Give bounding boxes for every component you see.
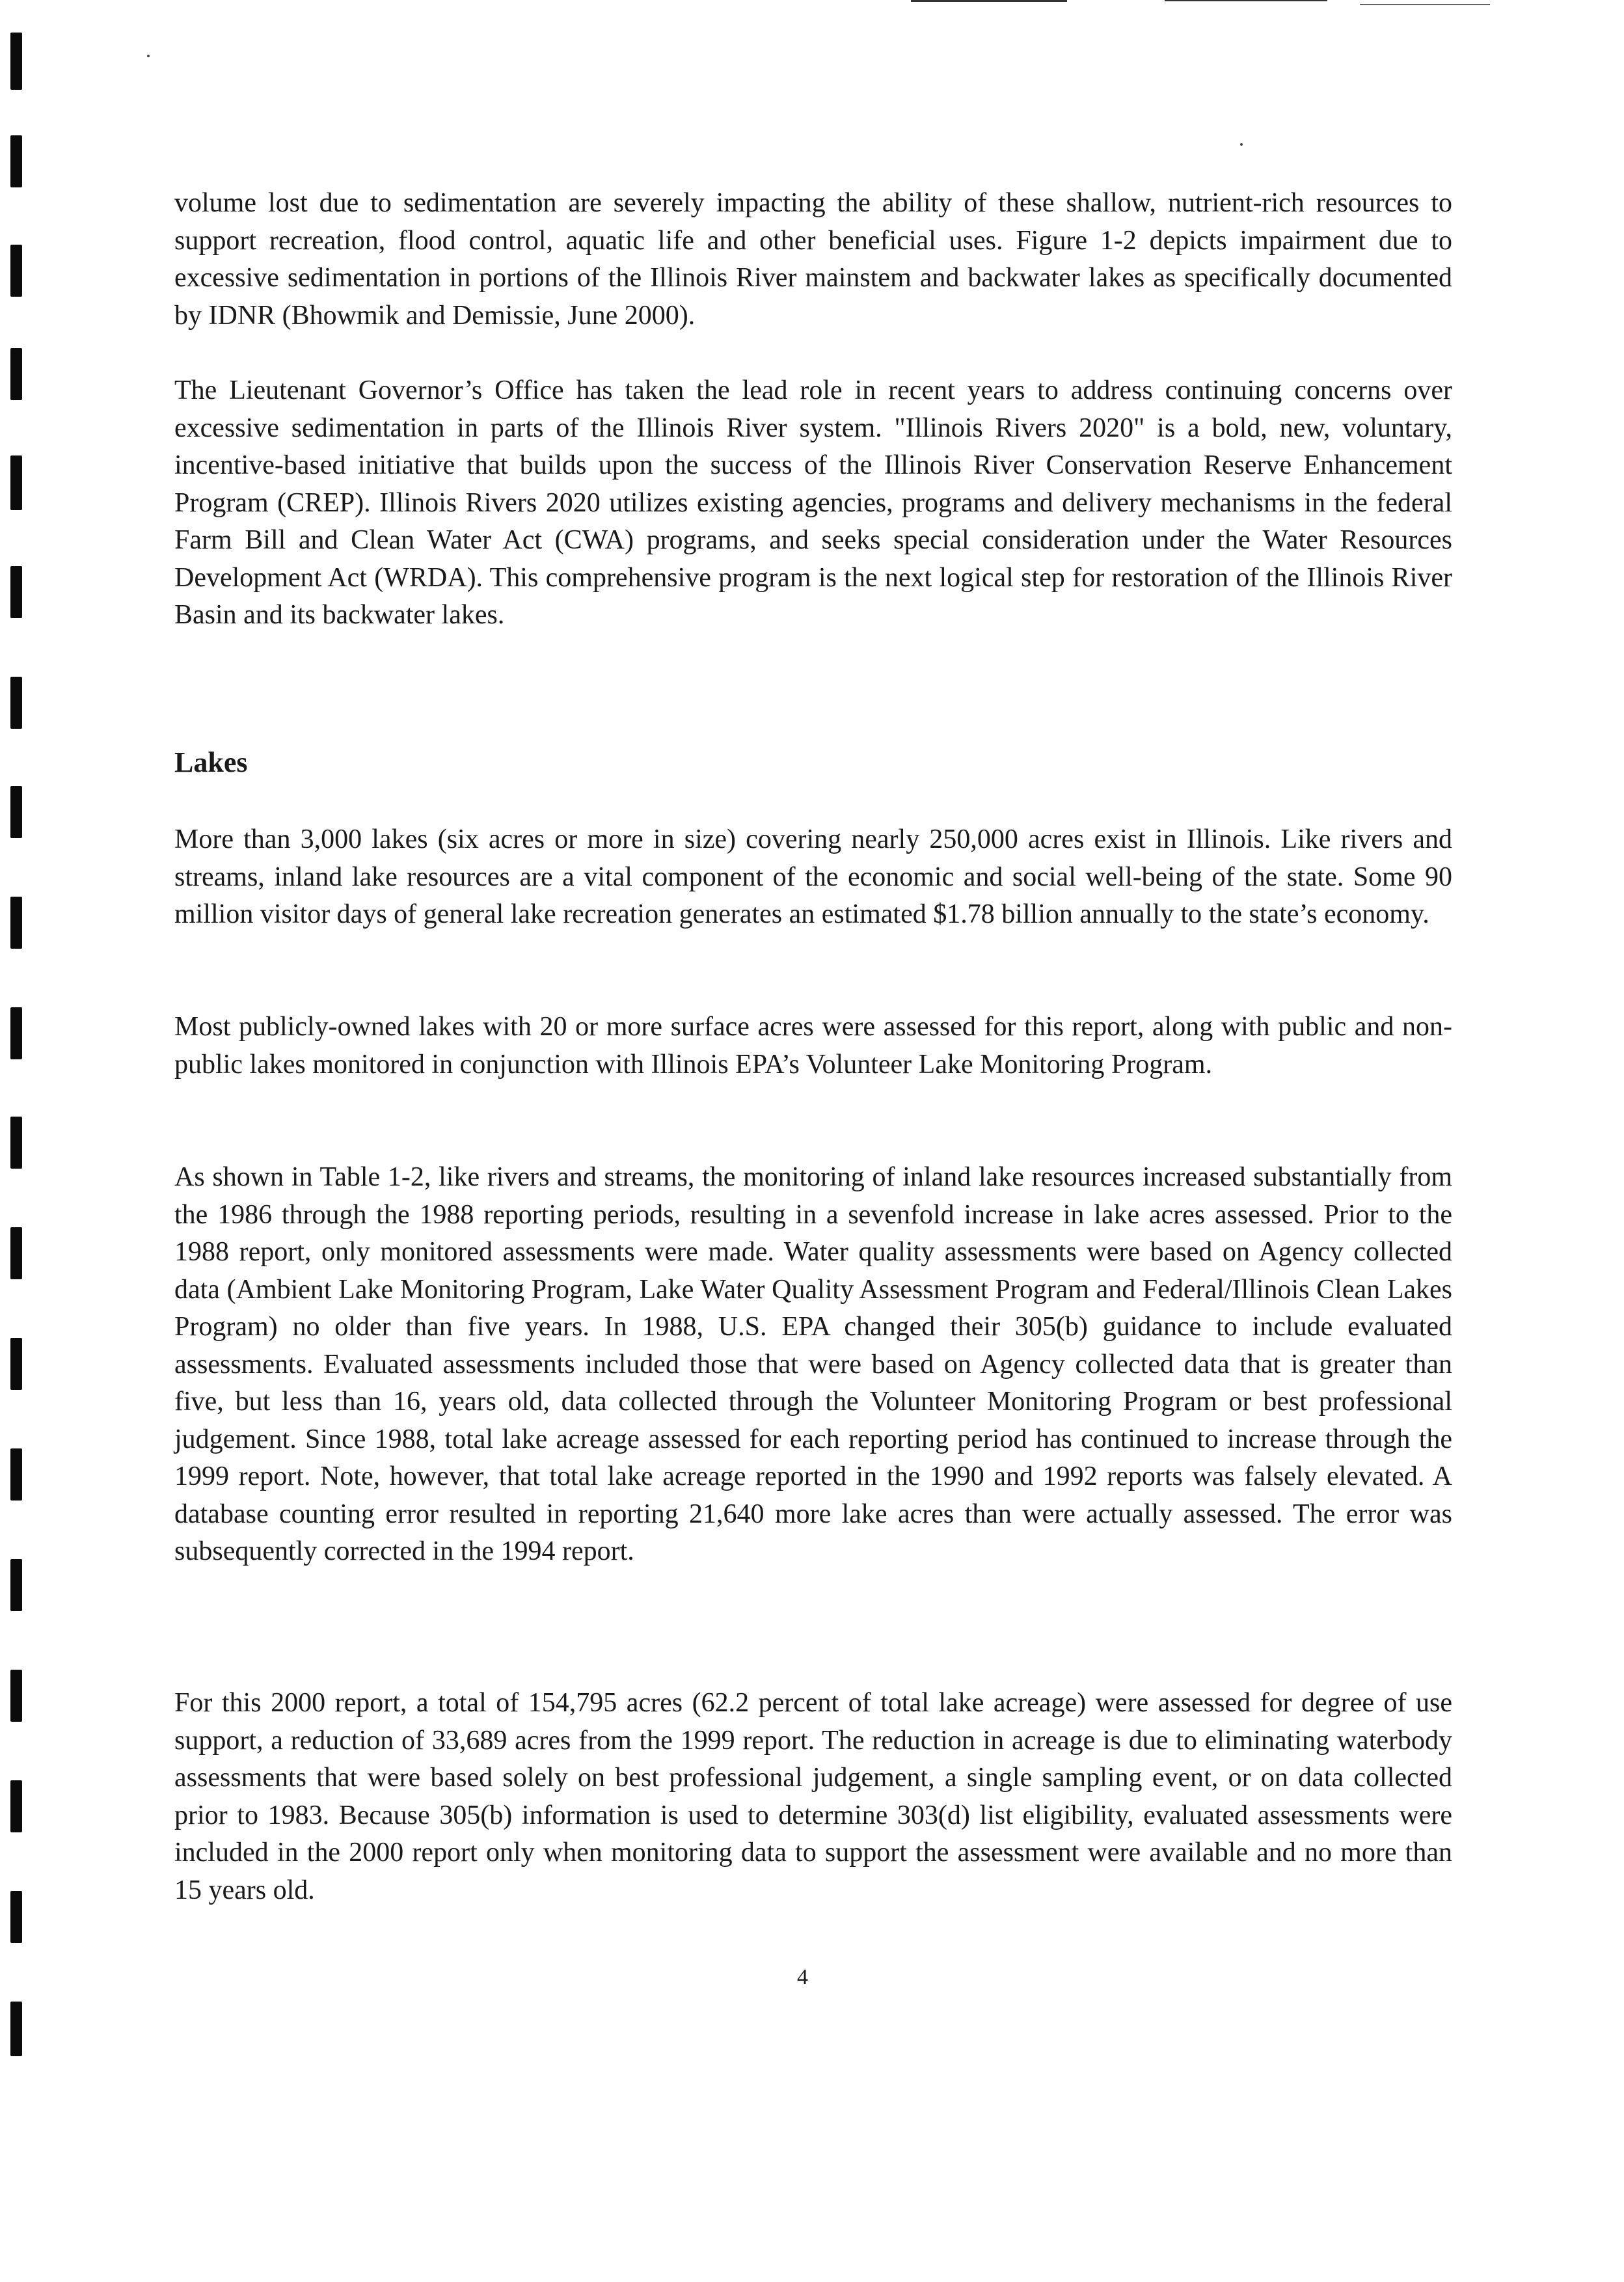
body-paragraph-2000-report — [174, 1685, 1452, 1909]
top-rule-line — [911, 0, 1067, 2]
paragraph-text: More than 3,000 lakes (six acres or more in size) covering nearly 250,000 acres exist in Illinois. Like rivers and streams, inland lake resources are a vital component of the economic and social well-being of the state. Some 90 million visitor days of general lake recreation generates an estimated $1.78 billion annually to the state’s economy. — [174, 824, 1452, 929]
body-paragraph-sedimentation — [174, 185, 1452, 334]
binder-punch-mark — [10, 135, 22, 187]
binder-punch-mark — [10, 1338, 22, 1390]
paragraph-text: The Lieutenant Governor’s Office has taken the lead role in recent years to address continuing concerns over excessive sedimentation in parts of the Illinois River system. "Illinois Rivers 2020" is a bold, new, voluntary, incentive-based initiative that builds upon the success of the Illinois River Conservation Reserve Enhancement Program (CREP). Illinois Rivers 2020 utilizes existing agencies, programs and delivery mechanisms in the federal Farm Bill and Clean Water Act (CWA) programs, and seeks special consideration under the Water Resources Development Act (WRDA). This comprehensive program is the next logical step for restoration of the Illinois River Basin and its backwater lakes. — [174, 375, 1452, 630]
binder-punch-mark — [10, 1670, 22, 1722]
binder-punch-mark — [10, 1117, 22, 1169]
paragraph-text: As shown in Table 1-2, like rivers and streams, the monitoring of inland lake resources increased substantially from the 1986 through the 1988 reporting periods, resulting in a sevenfold increase in lake acres assessed. Prior to the 1988 report, only monitored assessments were made. Water quality assessments were based on Agency collected data (Ambient Lake Monitoring Program, Lake Water Quality Assessment Program and Federal/Illinois Clean Lakes Program) no older than five years. In 1988, U.S. EPA changed their 305(b) guidance to include evaluated assessments. Evaluated assessments included those that were based on Agency collected data that is greater than five, but less than 16, years old, data collected through the Volunteer Monitoring Program or best professional judgement. Since 1988, total lake acreage assessed for each reporting period has continued to increase through the 1999 report. Note, however, that total lake acreage reported in the 1990 and 1992 reports was falsely elevated. A database counting error resulted in reporting 21,640 more lake acres than were actually assessed. The error was subsequently corrected in the 1994 report. — [174, 1162, 1452, 1566]
binder-punch-mark — [10, 348, 22, 400]
body-paragraph-lakes-overview — [174, 821, 1452, 934]
top-rule-line — [1360, 4, 1490, 5]
body-paragraph-monitoring-history — [174, 1159, 1452, 1571]
scan-speck — [147, 55, 150, 57]
binder-punch-mark — [10, 245, 22, 297]
binder-punch-mark — [10, 1007, 22, 1059]
top-rule-line — [1165, 0, 1327, 1]
paragraph-text: volume lost due to sedimentation are severely impacting the ability of these shallow, nutrient-rich resources to support recreation, flood control, aquatic life and other beneficial uses. Figure 1-2 depicts impairment due to excessive sedimentation in portions of the Illinois River mainstem and backwater lakes as specifically documented by IDNR (Bhowmik and Demissie, June 2000). — [174, 188, 1452, 331]
page-number: 4 — [797, 1965, 808, 1989]
scan-speck — [1240, 143, 1243, 146]
binder-punch-mark — [10, 1780, 22, 1832]
binder-punch-mark — [10, 1227, 22, 1279]
binder-punch-mark — [10, 1891, 22, 1943]
binder-punch-mark — [10, 786, 22, 838]
binder-punch-mark — [10, 897, 22, 949]
binder-punch-mark — [10, 1559, 22, 1611]
binder-punch-mark — [10, 566, 22, 618]
binder-punch-mark — [10, 2002, 22, 2056]
body-paragraph-illinois-rivers-2020 — [174, 372, 1452, 634]
paragraph-text: For this 2000 report, a total of 154,795 acres (62.2 percent of total lake acreage) were assessed for degree of use support, a reduction of 33,689 acres from the 1999 report. The reduction in acreage is due to eliminating waterbody assessments that were based solely on best professional judgement, a single sampling event, or on data collected prior to 1983. Because 305(b) information is used to determine 303(d) list eligibility, evaluated assessments were included in the 2000 report only when monitoring data to support the assessment were available and no more than 15 years old. — [174, 1688, 1452, 1905]
binder-punch-mark — [10, 1448, 22, 1501]
section-heading-lakes: Lakes — [174, 746, 248, 778]
binder-punch-mark — [10, 677, 22, 729]
body-paragraph-assessed-lakes — [174, 1009, 1452, 1083]
paragraph-text: Most publicly-owned lakes with 20 or more surface acres were assessed for this report, along with public and non-public lakes monitored in conjunction with Illinois EPA’s Volunteer Lake Monitoring Program. — [174, 1012, 1452, 1080]
binder-punch-mark — [10, 33, 22, 90]
binder-punch-mark — [10, 455, 22, 510]
